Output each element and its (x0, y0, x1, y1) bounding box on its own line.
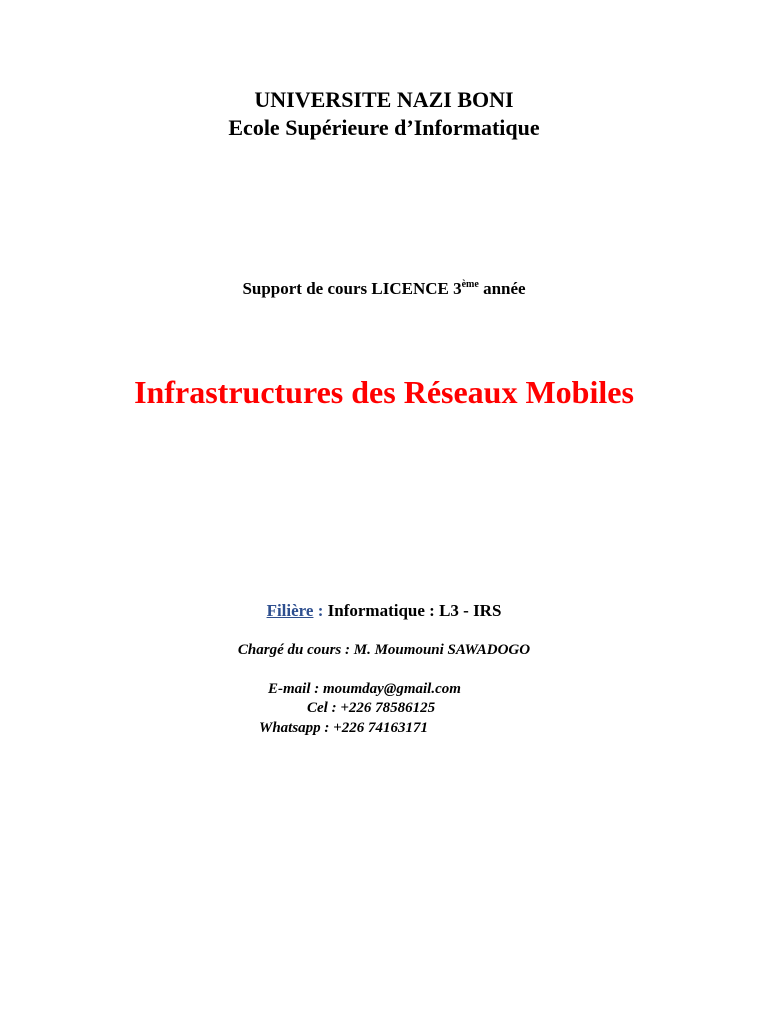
email-line: E-mail : moumday@gmail.com (268, 681, 461, 697)
school-name: Ecole Supérieure d’Informatique (228, 115, 540, 140)
program-separator: : (313, 601, 328, 620)
whatsapp-line: Whatsapp : +226 74163171 (259, 720, 428, 736)
program-line (0, 600, 768, 622)
cel-line: Cel : +226 78586125 (307, 700, 436, 716)
program-value: Informatique : L3 - IRS (327, 601, 502, 620)
lecturer-line: Chargé du cours : M. Moumouni SAWADOGO (237, 642, 531, 658)
course-level (0, 278, 768, 300)
course-level-prefix: Support de cours LICENCE 3 (242, 279, 462, 298)
program-label: Filière (266, 601, 314, 620)
course-level-suffix: année (478, 279, 526, 298)
course-title: Infrastructures des Réseaux Mobiles (134, 374, 634, 410)
course-level-superscript: ème (461, 279, 479, 290)
university-name: UNIVERSITE NAZI BONI (254, 87, 514, 112)
